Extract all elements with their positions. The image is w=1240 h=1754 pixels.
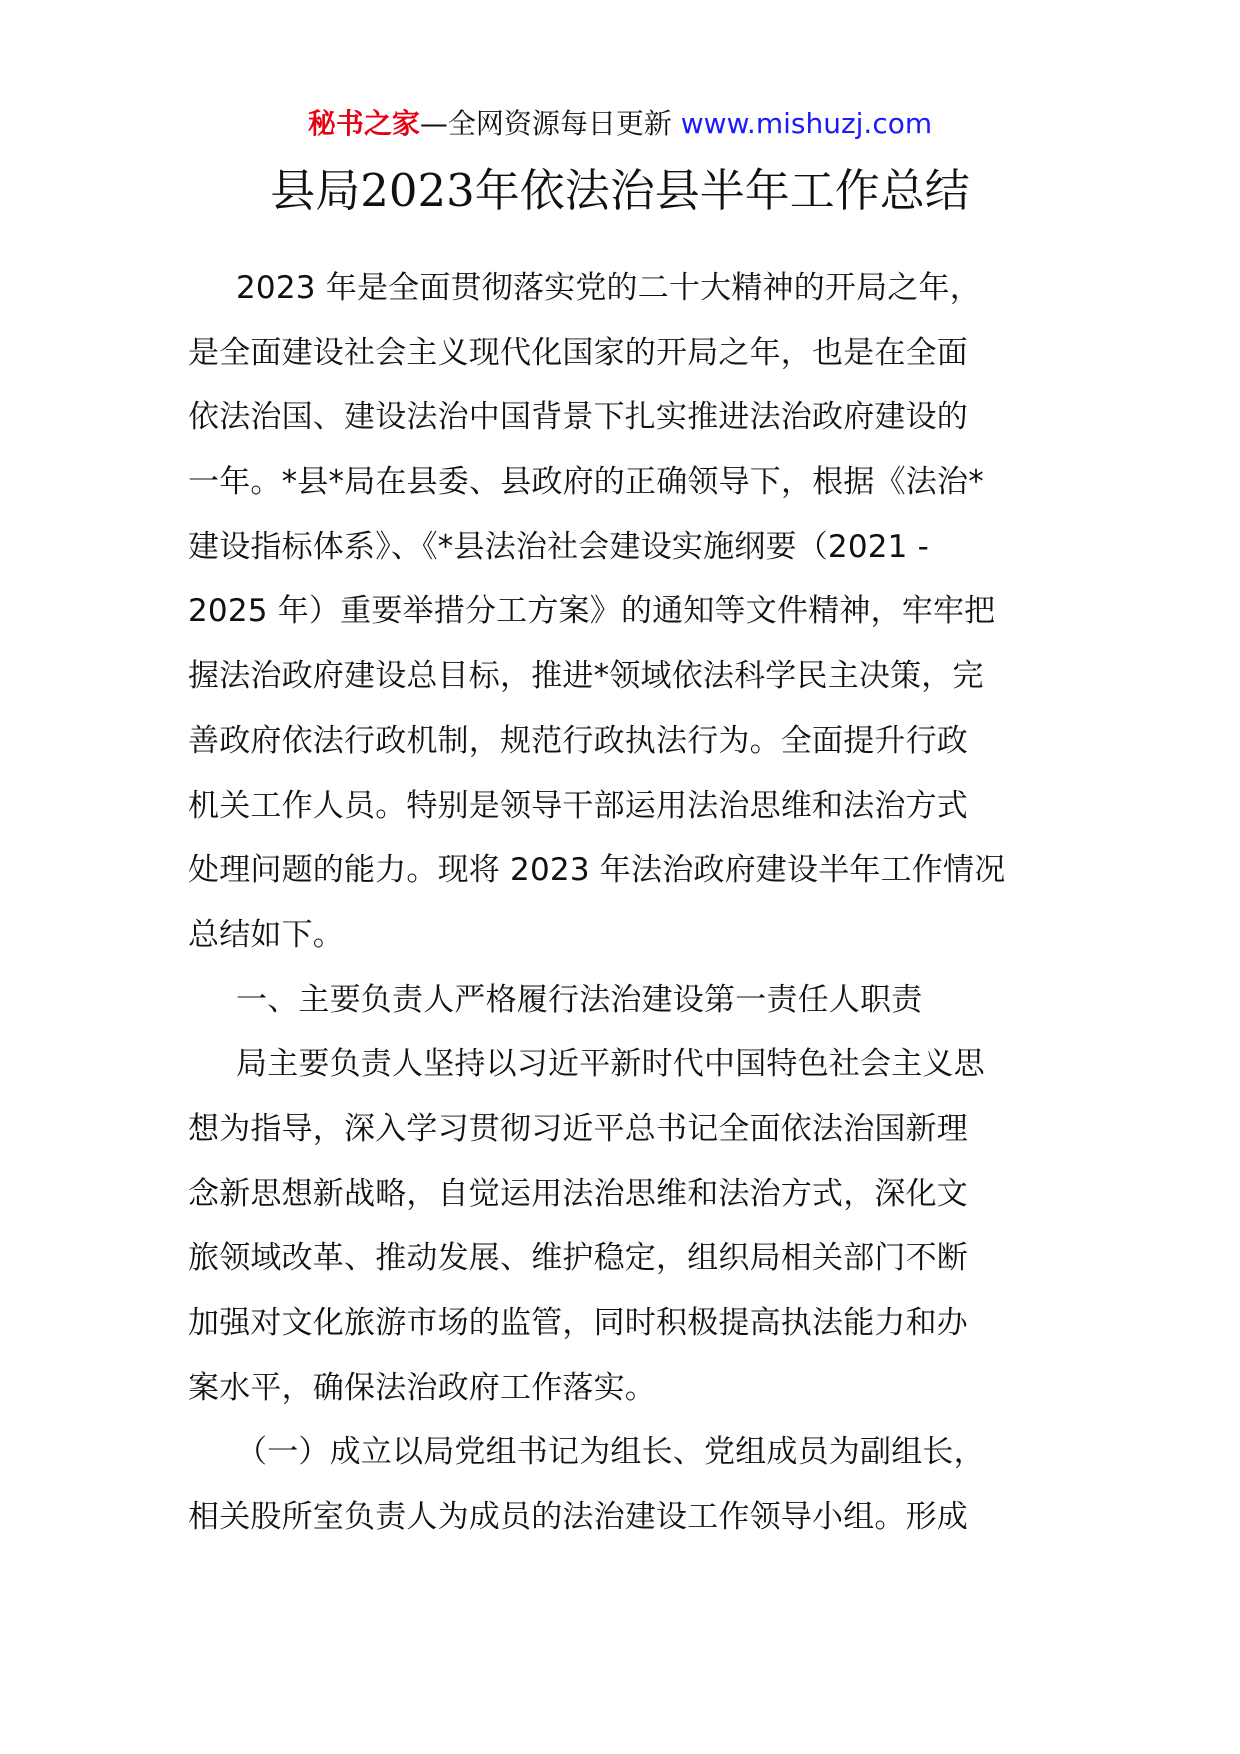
text-line: 一、主要负责人严格履行法治建设第一责任人职责 xyxy=(236,981,923,1018)
text-line: 局主要负责人坚持以习近平新时代中国特色社会主义思 xyxy=(236,1046,985,1083)
text-line: 旅领域改革、推动发展、维护稳定，组织局相关部门不断 xyxy=(188,1240,968,1277)
text-line: 总结如下。 xyxy=(188,916,344,953)
header-tagline: —全网资源每日更新 xyxy=(419,107,681,140)
text-line: 善政府依法行政机制，规范行政执法行为。全面提升行政 xyxy=(188,722,968,759)
brand-name: 秘书之家 xyxy=(307,107,420,140)
document-body xyxy=(188,256,1068,1550)
text-line: 建设指标体系》、《*县法治社会建设实施纲要（2021 - xyxy=(188,528,930,565)
text-line: 案水平，确保法治政府工作落实。 xyxy=(188,1369,656,1406)
title-suffix: 年依法治县半年工作总结 xyxy=(474,164,970,217)
title-year: 2023 xyxy=(360,164,475,217)
site-header xyxy=(0,104,1240,144)
text-line: 2025 年）重要举措分工方案》的通知等文件精神，牢牢把 xyxy=(188,593,996,630)
document-title xyxy=(0,160,1240,222)
text-line: （一）成立以局党组书记为组长、党组成员为副组长， xyxy=(236,1434,985,1471)
text-line: 是全面建设社会主义现代化国家的开局之年，也是在全面 xyxy=(188,334,968,371)
text-line: 相关股所室负责人为成员的法治建设工作领导小组。形成 xyxy=(188,1499,968,1536)
text-line: 想为指导，深入学习贯彻习近平总书记全面依法治国新理 xyxy=(188,1110,968,1147)
title-prefix: 县局 xyxy=(270,164,361,217)
text-line: 一年。*县*局在县委、县政府的正确领导下，根据《法治* xyxy=(188,464,984,501)
text-line: 处理问题的能力。现将 2023 年法治政府建设半年工作情况 xyxy=(188,852,1006,889)
text-line: 念新思想新战略，自觉运用法治思维和法治方式，深化文 xyxy=(188,1175,968,1212)
text-line: 握法治政府建设总目标，推进*领域依法科学民主决策，完 xyxy=(188,658,984,695)
text-line: 机关工作人员。特别是领导干部运用法治思维和法治方式 xyxy=(188,787,968,824)
text-line: 2023 年是全面贯彻落实党的二十大精神的开局之年， xyxy=(236,270,981,306)
text-line: 依法治国、建设法治中国背景下扎实推进法治政府建设的 xyxy=(188,399,968,436)
text-line: 加强对文化旅游市场的监管，同时积极提高执法能力和办 xyxy=(188,1305,968,1341)
site-url-link[interactable]: www.mishuzj.com xyxy=(680,107,933,140)
